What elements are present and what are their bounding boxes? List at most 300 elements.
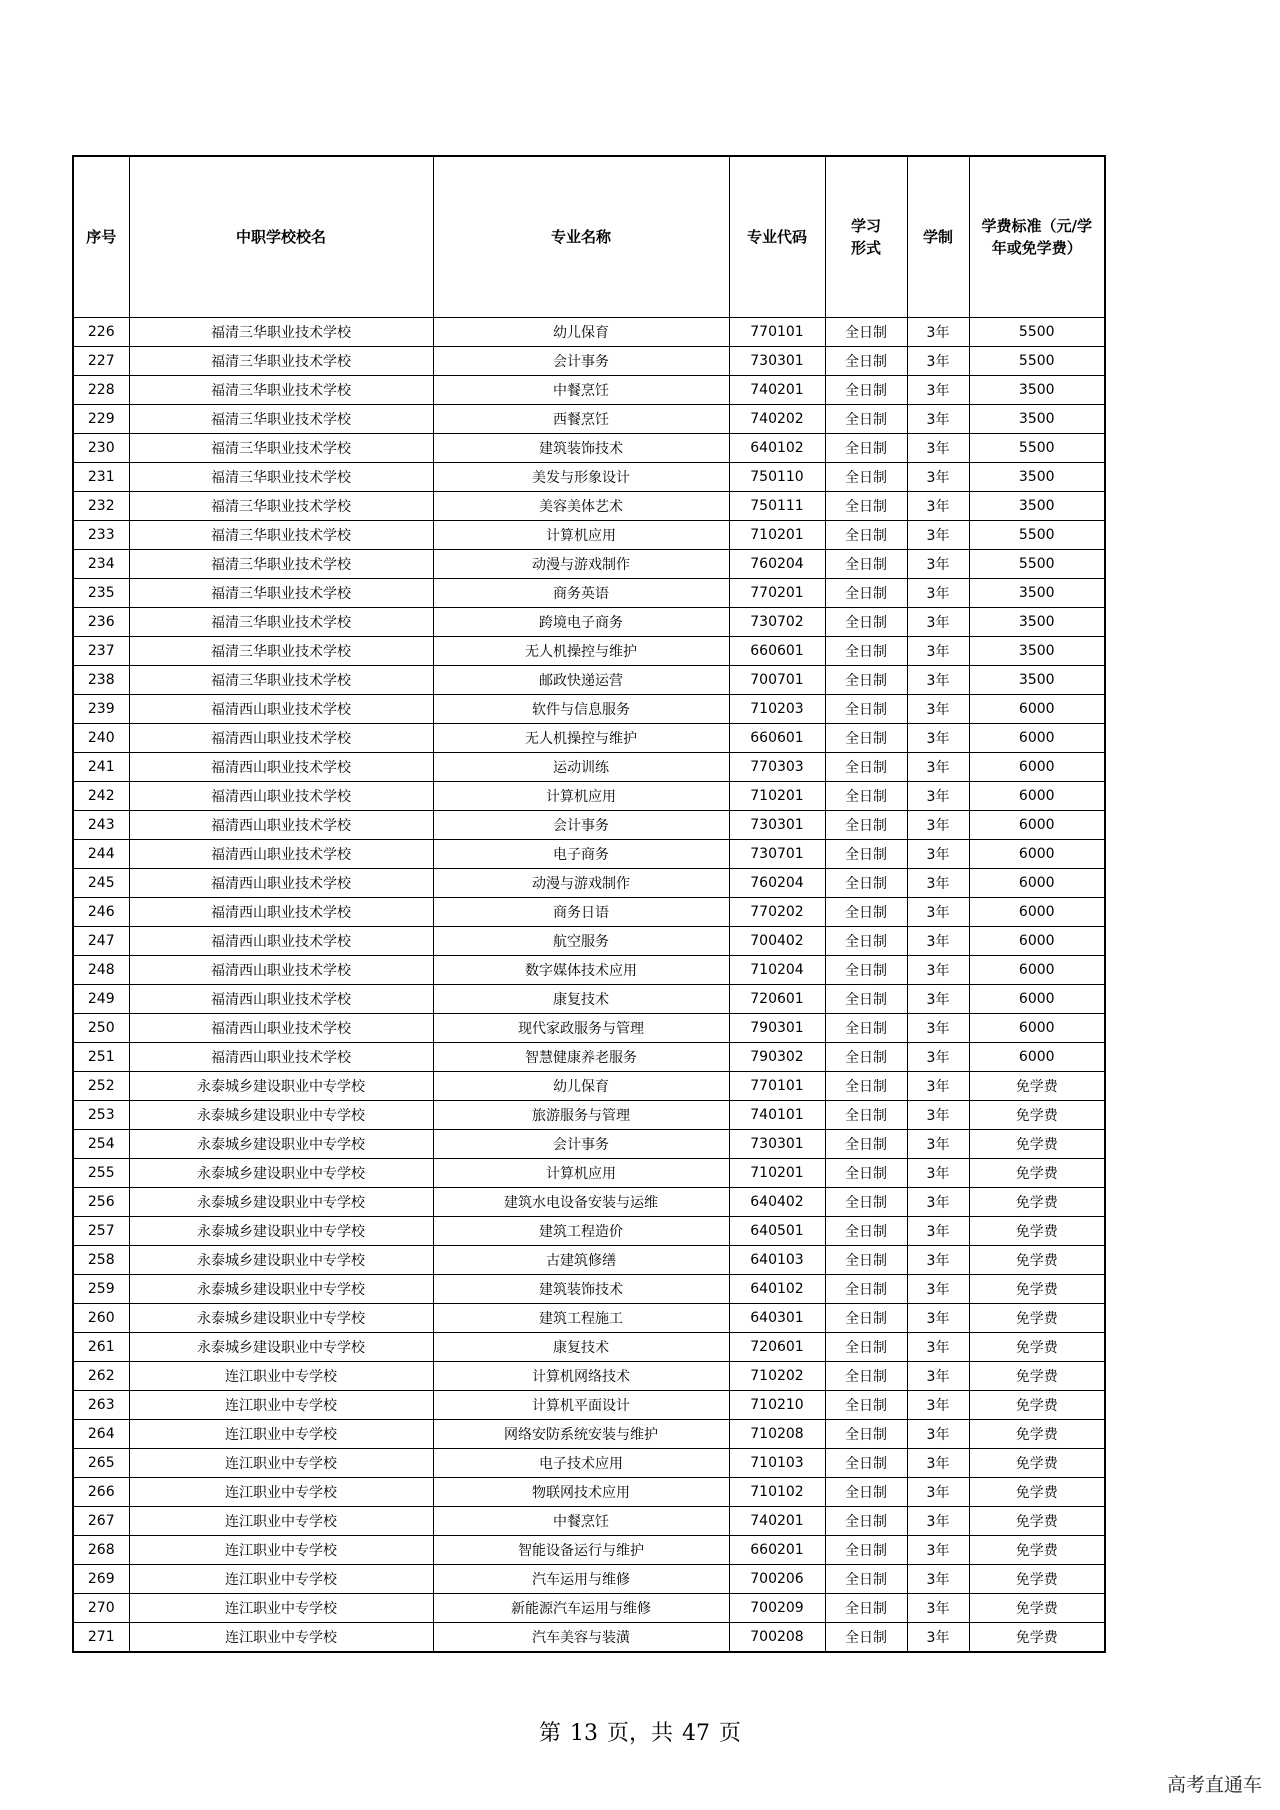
cell-major-code: 790301 xyxy=(729,1014,825,1043)
table-row xyxy=(73,1565,1105,1594)
cell-duration: 3年 xyxy=(907,550,969,579)
cell-major-code: 710103 xyxy=(729,1449,825,1478)
cell-study-mode: 全日制 xyxy=(825,1333,907,1362)
table-row xyxy=(73,724,1105,753)
cell-school-name: 连江职业中专学校 xyxy=(129,1623,433,1653)
cell-school-name: 福清西山职业技术学校 xyxy=(129,869,433,898)
cell-major-code: 700208 xyxy=(729,1623,825,1653)
cell-tuition: 6000 xyxy=(969,1043,1105,1072)
header-study-mode: 学习形式 xyxy=(825,156,907,318)
cell-index: 243 xyxy=(73,811,129,840)
cell-major-code: 710201 xyxy=(729,1159,825,1188)
table-row xyxy=(73,550,1105,579)
cell-school-name: 福清三华职业技术学校 xyxy=(129,463,433,492)
cell-duration: 3年 xyxy=(907,1391,969,1420)
cell-major-name: 电子商务 xyxy=(433,840,729,869)
table-row xyxy=(73,1333,1105,1362)
cell-study-mode: 全日制 xyxy=(825,434,907,463)
cell-major-name: 动漫与游戏制作 xyxy=(433,869,729,898)
cell-duration: 3年 xyxy=(907,1362,969,1391)
table-row xyxy=(73,1043,1105,1072)
cell-tuition: 免学费 xyxy=(969,1188,1105,1217)
cell-tuition: 免学费 xyxy=(969,1217,1105,1246)
cell-duration: 3年 xyxy=(907,1304,969,1333)
table-row xyxy=(73,1159,1105,1188)
cell-major-code: 640103 xyxy=(729,1246,825,1275)
cell-study-mode: 全日制 xyxy=(825,1565,907,1594)
table-row xyxy=(73,608,1105,637)
cell-tuition: 6000 xyxy=(969,927,1105,956)
cell-major-code: 730301 xyxy=(729,1130,825,1159)
cell-school-name: 福清西山职业技术学校 xyxy=(129,695,433,724)
cell-school-name: 福清西山职业技术学校 xyxy=(129,811,433,840)
cell-major-name: 网络安防系统安装与维护 xyxy=(433,1420,729,1449)
cell-major-name: 无人机操控与维护 xyxy=(433,724,729,753)
cell-duration: 3年 xyxy=(907,1246,969,1275)
cell-major-code: 760204 xyxy=(729,869,825,898)
table-row xyxy=(73,1101,1105,1130)
page-number: 第 13 页，共 47 页 xyxy=(539,1721,741,1746)
cell-school-name: 连江职业中专学校 xyxy=(129,1420,433,1449)
table-row xyxy=(73,1449,1105,1478)
cell-study-mode: 全日制 xyxy=(825,1623,907,1653)
cell-index: 242 xyxy=(73,782,129,811)
cell-study-mode: 全日制 xyxy=(825,666,907,695)
cell-major-code: 750111 xyxy=(729,492,825,521)
cell-study-mode: 全日制 xyxy=(825,1449,907,1478)
cell-study-mode: 全日制 xyxy=(825,1420,907,1449)
cell-index: 256 xyxy=(73,1188,129,1217)
cell-tuition: 5500 xyxy=(969,434,1105,463)
cell-study-mode: 全日制 xyxy=(825,927,907,956)
cell-index: 266 xyxy=(73,1478,129,1507)
cell-tuition: 免学费 xyxy=(969,1101,1105,1130)
table-header xyxy=(73,156,1105,318)
cell-school-name: 永泰城乡建设职业中专学校 xyxy=(129,1275,433,1304)
cell-major-name: 商务英语 xyxy=(433,579,729,608)
cell-tuition: 免学费 xyxy=(969,1391,1105,1420)
cell-index: 259 xyxy=(73,1275,129,1304)
cell-major-code: 640301 xyxy=(729,1304,825,1333)
cell-duration: 3年 xyxy=(907,840,969,869)
cell-index: 253 xyxy=(73,1101,129,1130)
cell-major-code: 710210 xyxy=(729,1391,825,1420)
cell-major-code: 770101 xyxy=(729,318,825,347)
table-row xyxy=(73,318,1105,347)
cell-index: 261 xyxy=(73,1333,129,1362)
cell-tuition: 免学费 xyxy=(969,1304,1105,1333)
cell-index: 233 xyxy=(73,521,129,550)
table-row xyxy=(73,1478,1105,1507)
cell-index: 227 xyxy=(73,347,129,376)
cell-tuition: 免学费 xyxy=(969,1130,1105,1159)
cell-duration: 3年 xyxy=(907,811,969,840)
cell-major-name: 物联网技术应用 xyxy=(433,1478,729,1507)
cell-major-name: 中餐烹饪 xyxy=(433,1507,729,1536)
cell-study-mode: 全日制 xyxy=(825,492,907,521)
cell-school-name: 福清三华职业技术学校 xyxy=(129,347,433,376)
cell-index: 238 xyxy=(73,666,129,695)
cell-duration: 3年 xyxy=(907,1507,969,1536)
cell-study-mode: 全日制 xyxy=(825,1507,907,1536)
table-row xyxy=(73,1217,1105,1246)
cell-study-mode: 全日制 xyxy=(825,1188,907,1217)
cell-major-name: 美容美体艺术 xyxy=(433,492,729,521)
cell-major-code: 710201 xyxy=(729,521,825,550)
cell-major-name: 航空服务 xyxy=(433,927,729,956)
cell-tuition: 免学费 xyxy=(969,1449,1105,1478)
cell-tuition: 6000 xyxy=(969,985,1105,1014)
cell-index: 235 xyxy=(73,579,129,608)
cell-major-name: 幼儿保育 xyxy=(433,318,729,347)
cell-tuition: 6000 xyxy=(969,840,1105,869)
cell-major-code: 740202 xyxy=(729,405,825,434)
cell-index: 255 xyxy=(73,1159,129,1188)
header-major-name: 专业名称 xyxy=(433,156,729,318)
table-row xyxy=(73,666,1105,695)
cell-study-mode: 全日制 xyxy=(825,1072,907,1101)
cell-tuition: 免学费 xyxy=(969,1246,1105,1275)
header-school-name: 中职学校校名 xyxy=(129,156,433,318)
table-row xyxy=(73,1507,1105,1536)
cell-school-name: 连江职业中专学校 xyxy=(129,1391,433,1420)
cell-study-mode: 全日制 xyxy=(825,318,907,347)
cell-study-mode: 全日制 xyxy=(825,1391,907,1420)
cell-study-mode: 全日制 xyxy=(825,811,907,840)
cell-study-mode: 全日制 xyxy=(825,1159,907,1188)
cell-duration: 3年 xyxy=(907,1420,969,1449)
cell-study-mode: 全日制 xyxy=(825,695,907,724)
table-row xyxy=(73,1362,1105,1391)
cell-major-name: 会计事务 xyxy=(433,347,729,376)
cell-duration: 3年 xyxy=(907,1536,969,1565)
cell-index: 231 xyxy=(73,463,129,492)
cell-index: 246 xyxy=(73,898,129,927)
cell-major-code: 740201 xyxy=(729,376,825,405)
cell-major-name: 中餐烹饪 xyxy=(433,376,729,405)
cell-study-mode: 全日制 xyxy=(825,347,907,376)
cell-index: 236 xyxy=(73,608,129,637)
cell-duration: 3年 xyxy=(907,782,969,811)
table-body xyxy=(73,318,1105,1653)
cell-study-mode: 全日制 xyxy=(825,1594,907,1623)
cell-major-name: 会计事务 xyxy=(433,1130,729,1159)
cell-tuition: 5500 xyxy=(969,318,1105,347)
cell-duration: 3年 xyxy=(907,318,969,347)
cell-major-code: 730701 xyxy=(729,840,825,869)
table-row xyxy=(73,521,1105,550)
cell-school-name: 福清三华职业技术学校 xyxy=(129,579,433,608)
cell-school-name: 福清西山职业技术学校 xyxy=(129,724,433,753)
cell-tuition: 5500 xyxy=(969,550,1105,579)
table-row xyxy=(73,840,1105,869)
cell-school-name: 福清三华职业技术学校 xyxy=(129,434,433,463)
cell-tuition: 6000 xyxy=(969,956,1105,985)
cell-duration: 3年 xyxy=(907,869,969,898)
cell-tuition: 免学费 xyxy=(969,1275,1105,1304)
cell-major-name: 建筑装饰技术 xyxy=(433,1275,729,1304)
cell-duration: 3年 xyxy=(907,1449,969,1478)
cell-study-mode: 全日制 xyxy=(825,869,907,898)
cell-index: 230 xyxy=(73,434,129,463)
cell-major-code: 770201 xyxy=(729,579,825,608)
cell-major-name: 建筑工程造价 xyxy=(433,1217,729,1246)
cell-major-code: 640102 xyxy=(729,434,825,463)
cell-major-name: 无人机操控与维护 xyxy=(433,637,729,666)
table-row xyxy=(73,811,1105,840)
table-row xyxy=(73,1594,1105,1623)
cell-major-name: 会计事务 xyxy=(433,811,729,840)
cell-school-name: 永泰城乡建设职业中专学校 xyxy=(129,1188,433,1217)
cell-study-mode: 全日制 xyxy=(825,724,907,753)
cell-major-name: 动漫与游戏制作 xyxy=(433,550,729,579)
table-row xyxy=(73,782,1105,811)
cell-duration: 3年 xyxy=(907,1275,969,1304)
cell-duration: 3年 xyxy=(907,434,969,463)
cell-study-mode: 全日制 xyxy=(825,1536,907,1565)
cell-study-mode: 全日制 xyxy=(825,956,907,985)
cell-index: 245 xyxy=(73,869,129,898)
cell-school-name: 永泰城乡建设职业中专学校 xyxy=(129,1217,433,1246)
cell-school-name: 连江职业中专学校 xyxy=(129,1565,433,1594)
cell-major-code: 710102 xyxy=(729,1478,825,1507)
cell-major-code: 700206 xyxy=(729,1565,825,1594)
cell-tuition: 3500 xyxy=(969,608,1105,637)
cell-study-mode: 全日制 xyxy=(825,1130,907,1159)
cell-major-name: 康复技术 xyxy=(433,1333,729,1362)
cell-tuition: 6000 xyxy=(969,898,1105,927)
cell-duration: 3年 xyxy=(907,579,969,608)
table-row xyxy=(73,492,1105,521)
cell-major-name: 商务日语 xyxy=(433,898,729,927)
table-row xyxy=(73,405,1105,434)
table-row xyxy=(73,1420,1105,1449)
cell-major-name: 汽车运用与维修 xyxy=(433,1565,729,1594)
cell-major-code: 730702 xyxy=(729,608,825,637)
cell-duration: 3年 xyxy=(907,1043,969,1072)
cell-major-name: 软件与信息服务 xyxy=(433,695,729,724)
cell-school-name: 连江职业中专学校 xyxy=(129,1478,433,1507)
cell-study-mode: 全日制 xyxy=(825,376,907,405)
cell-index: 248 xyxy=(73,956,129,985)
cell-major-name: 新能源汽车运用与维修 xyxy=(433,1594,729,1623)
cell-index: 251 xyxy=(73,1043,129,1072)
cell-tuition: 免学费 xyxy=(969,1565,1105,1594)
cell-index: 258 xyxy=(73,1246,129,1275)
cell-study-mode: 全日制 xyxy=(825,521,907,550)
cell-tuition: 免学费 xyxy=(969,1333,1105,1362)
cell-study-mode: 全日制 xyxy=(825,898,907,927)
cell-tuition: 6000 xyxy=(969,695,1105,724)
cell-study-mode: 全日制 xyxy=(825,1478,907,1507)
cell-major-code: 770303 xyxy=(729,753,825,782)
cell-tuition: 3500 xyxy=(969,405,1105,434)
table-row xyxy=(73,1188,1105,1217)
cell-duration: 3年 xyxy=(907,405,969,434)
cell-major-code: 700701 xyxy=(729,666,825,695)
cell-index: 257 xyxy=(73,1217,129,1246)
cell-tuition: 免学费 xyxy=(969,1420,1105,1449)
cell-tuition: 6000 xyxy=(969,869,1105,898)
cell-major-code: 660601 xyxy=(729,637,825,666)
cell-school-name: 福清西山职业技术学校 xyxy=(129,1014,433,1043)
cell-major-code: 710208 xyxy=(729,1420,825,1449)
cell-tuition: 6000 xyxy=(969,724,1105,753)
cell-duration: 3年 xyxy=(907,898,969,927)
cell-school-name: 永泰城乡建设职业中专学校 xyxy=(129,1072,433,1101)
header-duration: 学制 xyxy=(907,156,969,318)
cell-major-code: 660201 xyxy=(729,1536,825,1565)
cell-major-code: 770202 xyxy=(729,898,825,927)
table-row xyxy=(73,695,1105,724)
cell-index: 228 xyxy=(73,376,129,405)
cell-major-name: 建筑工程施工 xyxy=(433,1304,729,1333)
cell-study-mode: 全日制 xyxy=(825,1043,907,1072)
table-row xyxy=(73,1014,1105,1043)
cell-duration: 3年 xyxy=(907,753,969,782)
cell-school-name: 福清三华职业技术学校 xyxy=(129,318,433,347)
cell-duration: 3年 xyxy=(907,1478,969,1507)
cell-school-name: 连江职业中专学校 xyxy=(129,1594,433,1623)
cell-tuition: 3500 xyxy=(969,376,1105,405)
table-row xyxy=(73,1623,1105,1653)
cell-index: 240 xyxy=(73,724,129,753)
cell-duration: 3年 xyxy=(907,376,969,405)
cell-duration: 3年 xyxy=(907,927,969,956)
cell-major-code: 640102 xyxy=(729,1275,825,1304)
cell-major-code: 710201 xyxy=(729,782,825,811)
cell-duration: 3年 xyxy=(907,608,969,637)
cell-school-name: 福清西山职业技术学校 xyxy=(129,1043,433,1072)
cell-school-name: 福清西山职业技术学校 xyxy=(129,898,433,927)
cell-major-name: 计算机应用 xyxy=(433,521,729,550)
cell-duration: 3年 xyxy=(907,1217,969,1246)
cell-major-name: 美发与形象设计 xyxy=(433,463,729,492)
cell-major-name: 康复技术 xyxy=(433,985,729,1014)
table-row xyxy=(73,1536,1105,1565)
header-row xyxy=(73,156,1105,318)
cell-tuition: 免学费 xyxy=(969,1536,1105,1565)
watermark-text: 高考直通车 xyxy=(1166,1774,1262,1796)
cell-index: 252 xyxy=(73,1072,129,1101)
cell-tuition: 6000 xyxy=(969,811,1105,840)
cell-major-code: 700209 xyxy=(729,1594,825,1623)
cell-school-name: 福清三华职业技术学校 xyxy=(129,521,433,550)
cell-index: 264 xyxy=(73,1420,129,1449)
cell-major-name: 邮政快递运营 xyxy=(433,666,729,695)
cell-duration: 3年 xyxy=(907,985,969,1014)
cell-study-mode: 全日制 xyxy=(825,1362,907,1391)
cell-tuition: 6000 xyxy=(969,1014,1105,1043)
cell-index: 237 xyxy=(73,637,129,666)
cell-tuition: 3500 xyxy=(969,666,1105,695)
table-row xyxy=(73,985,1105,1014)
cell-school-name: 福清三华职业技术学校 xyxy=(129,376,433,405)
cell-major-name: 西餐烹饪 xyxy=(433,405,729,434)
table-row xyxy=(73,637,1105,666)
table-row xyxy=(73,927,1105,956)
cell-major-code: 700402 xyxy=(729,927,825,956)
cell-index: 249 xyxy=(73,985,129,1014)
cell-school-name: 永泰城乡建设职业中专学校 xyxy=(129,1304,433,1333)
cell-major-name: 汽车美容与装潢 xyxy=(433,1623,729,1653)
cell-tuition: 免学费 xyxy=(969,1478,1105,1507)
cell-tuition: 3500 xyxy=(969,579,1105,608)
cell-duration: 3年 xyxy=(907,1072,969,1101)
cell-tuition: 6000 xyxy=(969,753,1105,782)
cell-index: 234 xyxy=(73,550,129,579)
cell-index: 254 xyxy=(73,1130,129,1159)
cell-major-code: 640501 xyxy=(729,1217,825,1246)
cell-major-code: 720601 xyxy=(729,1333,825,1362)
table-row xyxy=(73,898,1105,927)
cell-major-code: 720601 xyxy=(729,985,825,1014)
cell-study-mode: 全日制 xyxy=(825,1246,907,1275)
cell-major-code: 710204 xyxy=(729,956,825,985)
table-row xyxy=(73,753,1105,782)
cell-major-code: 710203 xyxy=(729,695,825,724)
cell-index: 239 xyxy=(73,695,129,724)
cell-major-name: 幼儿保育 xyxy=(433,1072,729,1101)
cell-school-name: 福清三华职业技术学校 xyxy=(129,608,433,637)
cell-index: 244 xyxy=(73,840,129,869)
cell-study-mode: 全日制 xyxy=(825,985,907,1014)
cell-duration: 3年 xyxy=(907,521,969,550)
cell-duration: 3年 xyxy=(907,1014,969,1043)
cell-duration: 3年 xyxy=(907,492,969,521)
cell-study-mode: 全日制 xyxy=(825,1014,907,1043)
cell-major-name: 数字媒体技术应用 xyxy=(433,956,729,985)
cell-index: 271 xyxy=(73,1623,129,1653)
cell-major-name: 旅游服务与管理 xyxy=(433,1101,729,1130)
cell-tuition: 免学费 xyxy=(969,1623,1105,1653)
cell-school-name: 福清三华职业技术学校 xyxy=(129,637,433,666)
cell-tuition: 免学费 xyxy=(969,1159,1105,1188)
cell-index: 270 xyxy=(73,1594,129,1623)
cell-major-name: 古建筑修缮 xyxy=(433,1246,729,1275)
cell-major-name: 跨境电子商务 xyxy=(433,608,729,637)
cell-school-name: 福清西山职业技术学校 xyxy=(129,753,433,782)
cell-study-mode: 全日制 xyxy=(825,579,907,608)
cell-major-code: 730301 xyxy=(729,811,825,840)
cell-major-code: 740101 xyxy=(729,1101,825,1130)
cell-study-mode: 全日制 xyxy=(825,608,907,637)
cell-major-name: 运动训练 xyxy=(433,753,729,782)
cell-study-mode: 全日制 xyxy=(825,782,907,811)
cell-school-name: 连江职业中专学校 xyxy=(129,1507,433,1536)
cell-major-name: 计算机平面设计 xyxy=(433,1391,729,1420)
cell-index: 269 xyxy=(73,1565,129,1594)
cell-index: 267 xyxy=(73,1507,129,1536)
cell-duration: 3年 xyxy=(907,1101,969,1130)
cell-index: 268 xyxy=(73,1536,129,1565)
cell-tuition: 3500 xyxy=(969,463,1105,492)
cell-tuition: 免学费 xyxy=(969,1594,1105,1623)
table-row xyxy=(73,1130,1105,1159)
cell-major-code: 750110 xyxy=(729,463,825,492)
cell-duration: 3年 xyxy=(907,1565,969,1594)
cell-major-name: 计算机网络技术 xyxy=(433,1362,729,1391)
cell-tuition: 免学费 xyxy=(969,1507,1105,1536)
cell-major-code: 760204 xyxy=(729,550,825,579)
cell-school-name: 连江职业中专学校 xyxy=(129,1362,433,1391)
cell-duration: 3年 xyxy=(907,1188,969,1217)
cell-major-code: 790302 xyxy=(729,1043,825,1072)
cell-school-name: 福清三华职业技术学校 xyxy=(129,666,433,695)
cell-major-code: 660601 xyxy=(729,724,825,753)
cell-school-name: 永泰城乡建设职业中专学校 xyxy=(129,1333,433,1362)
cell-school-name: 连江职业中专学校 xyxy=(129,1449,433,1478)
